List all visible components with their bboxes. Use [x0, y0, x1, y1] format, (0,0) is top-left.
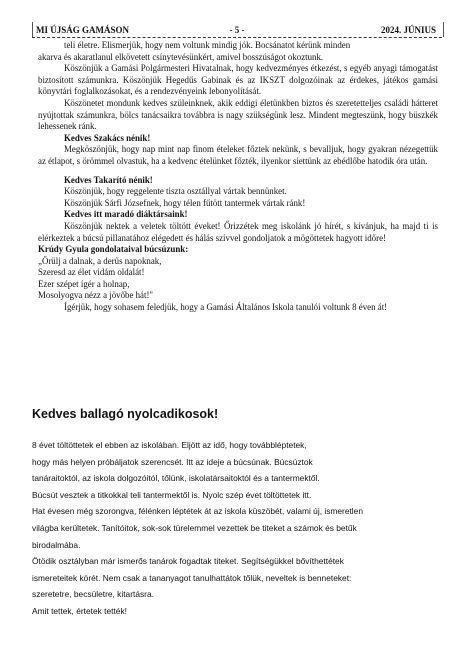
- text-line: világba kerültetek. Tanítóitok, sok-sok türelemmel vezettek be titeket a számok és betűk: [32, 522, 357, 533]
- section-title: Kedves ballagó nyolcadikosok!: [32, 407, 219, 421]
- poem-line: „Örülj a dalnak, a derűs napoknak,: [38, 255, 162, 266]
- text-line: szeretetre, becsületre, kitartásra.: [32, 589, 154, 600]
- text-line: Amit tettek, értetek tették!: [32, 605, 127, 616]
- poem-line: Ezer szépet ígér a holnap,: [38, 278, 130, 289]
- cook-heading: Kedves Szakács nénik!: [64, 132, 151, 143]
- paragraph: Köszönetet mondunk kedves szüleinknek, akik eddigi életünkben biztos és szeretetteljes családi hátteret nyújtottak számunkra, bölcs tanácsaikra továbbra is nagy szükségünk lesz. Mindent megteszünk, hogy büszkék lehessenek ránk.: [38, 97, 438, 132]
- page-header: [32, 24, 442, 37]
- paragraph: Köszönjük, hogy reggelente tiszta osztállyal vártak bennünket.: [64, 186, 287, 197]
- text-line: Búcsút vesztek a titkokkal teli tantermektől is. Nyolc szép évet töltöttetek itt.: [32, 489, 312, 500]
- paragraph: teli életre. Elismerjük, hogy nem voltunk mindig jók. Bocsánatot kérünk minden: [64, 40, 351, 50]
- text-line: Hat évesen még szorongva, félénken léptétek át az iskola küszöbét, valami új, ismeretlen: [32, 506, 363, 517]
- paragraph: Köszönjük a Gamási Polgármesteri Hivatalnak, hogy kedvezményes étkezést, s egyéb anyagi támogatást biztosított számunkra. Köszönjük Hegedűs Gabinak és az IKSZT dolgozóinak az érdekes, játékos gamási könyvtári foglalkozásokat, és a rendezvényeink lebonyolítását.: [38, 63, 438, 97]
- text-line: birodalmába.: [32, 539, 81, 550]
- cleaner-heading: Kedves Takarító nénik!: [64, 174, 153, 185]
- paragraph: Ígérjük, hogy sohasem feledjük, hogy a Gamási Általános Iskola tanulói voltunk 8 éven át!: [64, 302, 388, 313]
- text-line: Ötödik osztályban már ismerős tanárok fogadtak titeket. Segítségükkel bővíthettétek: [32, 556, 344, 567]
- page-number: - 5 -: [229, 25, 245, 35]
- header-date: 2024. JÚNIUS: [380, 25, 436, 35]
- header-title: MI ÚJSÁG GAMÁSON: [36, 25, 130, 35]
- paragraph: akarva és akaratlanul elkövetett csínytevésünkért, amivel bosszúságot okoztunk.: [38, 51, 324, 62]
- poem-heading: Krúdy Gyula gondolataival búcsúzunk:: [38, 244, 189, 255]
- teachers-message: [32, 437, 442, 620]
- classmates-heading: Kedves itt maradó diáktársaink!: [64, 209, 188, 220]
- text-line: 8 évet töltöttetek el ebben az iskolában. Eljött az idő, hogy továbbléptetek,: [32, 440, 307, 450]
- paragraph: Köszönjük nektek a veletek töltött éveket! Őrizzétek meg iskolánk jó hírét, s kívánjuk, ha majd ti is elérkeztek a búcsú pillanatához elégedett és hálás szívvel gondoljatok a mögöttetek hagyott időre!: [38, 220, 438, 243]
- text-line: hogy más helyen próbáljatok szerencsét. Itt az ideje a búcsúnak. Búcsúztok: [32, 456, 313, 467]
- paragraph: Köszönjük Sárfi Józsefnek, hogy télen fűtött tantermek vártak ránk!: [64, 197, 306, 208]
- paragraph: Megköszönjük, hogy nap mint nap finom ételeket főztek nekünk, s bevalljuk, hogy gyakran nézegettük az étlapot, s örömmel olvastuk, ha a kedvenc ételünket főzték, ilyenkor siettünk az ebédlőbe hatodik óra után.: [38, 144, 438, 166]
- text-line: ismereteitek körét. Nem csak a tananyagot tanulhattátok tőlük, neveltek is benneteket:: [32, 572, 352, 583]
- header-divider: [32, 37, 442, 38]
- poem-line: Mosolyogva nézz a jövőbe hát!": [38, 290, 154, 301]
- poem-line: Szeresd az élet vidám oldalát!: [38, 267, 145, 278]
- text-line: tanáraitoktól, az iskola dolgozóitól, tőlünk, iskolatársaitoktól és a tantermektől.: [32, 473, 320, 484]
- farewell-letter: [38, 40, 438, 314]
